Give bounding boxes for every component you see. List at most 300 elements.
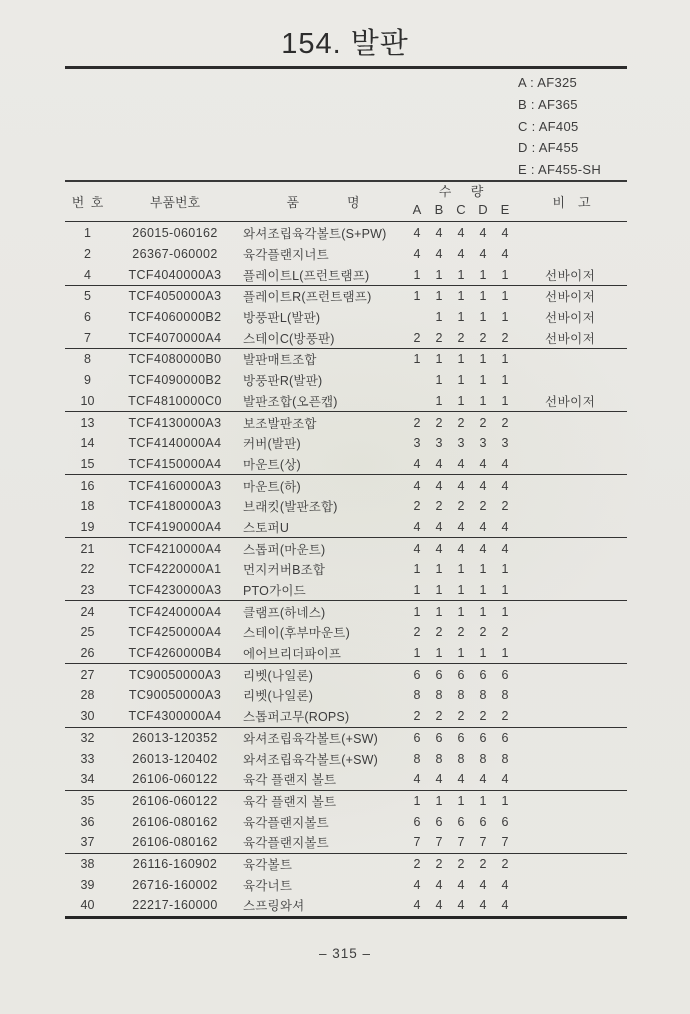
cell-qty-b: 1	[435, 562, 443, 577]
cell-qty-d: 4	[479, 247, 487, 262]
cell-qty-a: 4	[413, 898, 421, 913]
row-group	[65, 854, 627, 919]
cell-qty-b: 4	[435, 898, 443, 913]
cell-no: 4	[84, 267, 91, 282]
row-group	[65, 286, 627, 349]
model-legend	[518, 72, 668, 181]
cell-qty-b: 1	[435, 604, 443, 619]
row-group	[65, 601, 627, 664]
cell-part-name: 육각플랜지볼트	[243, 836, 329, 851]
cell-qty-e: 2	[501, 330, 509, 345]
row-group	[65, 791, 627, 854]
qty-col-b: B	[434, 202, 444, 217]
cell-qty-a: 6	[413, 814, 421, 829]
cell-part-name: 육각너트	[243, 878, 293, 893]
table-header-row	[65, 182, 627, 222]
legend-item: D : AF455	[518, 140, 579, 156]
cell-part-name: PTO가이드	[243, 584, 306, 599]
cell-qty-e: 1	[501, 267, 509, 282]
cell-qty-e: 4	[501, 456, 509, 471]
cell-no: 8	[84, 352, 91, 367]
cell-qty-d: 4	[479, 519, 487, 534]
cell-part-name: 방풍판R(발판)	[243, 374, 323, 389]
part-name-header-left: 품	[286, 194, 299, 210]
cell-qty-c: 2	[457, 856, 465, 871]
cell-qty-e: 6	[501, 667, 509, 682]
cell-qty-d: 6	[479, 667, 487, 682]
cell-part-number: TCF4070000A4	[128, 330, 222, 345]
cell-qty-e: 1	[501, 646, 509, 661]
cell-qty-d: 4	[479, 772, 487, 787]
cell-no: 23	[80, 583, 95, 598]
cell-qty-c: 4	[457, 772, 465, 787]
cell-qty-a: 3	[413, 436, 421, 451]
row-group	[65, 223, 627, 286]
row-group	[65, 412, 627, 475]
cell-qty-d: 1	[479, 352, 487, 367]
cell-qty-d: 1	[479, 583, 487, 598]
legend-item: C : AF405	[518, 118, 579, 134]
cell-qty-b: 2	[435, 709, 443, 724]
cell-qty-d: 4	[479, 877, 487, 892]
table-row	[65, 832, 627, 853]
cell-qty-d: 2	[479, 856, 487, 871]
cell-no: 38	[80, 856, 95, 871]
cell-qty-b: 4	[435, 519, 443, 534]
cell-qty-b: 8	[435, 751, 443, 766]
cell-qty-a: 6	[413, 667, 421, 682]
cell-qty-e: 4	[501, 772, 509, 787]
column-header-part-number: 부품번호	[149, 194, 201, 210]
table-row	[65, 454, 627, 475]
cell-no: 18	[80, 499, 95, 514]
row-group	[65, 538, 627, 601]
quantity-header-label: 수 량	[438, 184, 484, 199]
table-row	[65, 811, 627, 832]
cell-no: 39	[80, 877, 95, 892]
cell-part-name: 와셔조립육각볼트(+SW)	[243, 731, 378, 746]
cell-part-name: 플레이트R(프런트램프)	[243, 290, 372, 305]
table-row	[65, 769, 627, 790]
cell-part-number: TCF4240000A4	[128, 604, 222, 619]
cell-qty-c: 3	[457, 436, 465, 451]
part-name-header-right: 명	[347, 194, 360, 210]
cell-qty-a: 1	[413, 289, 421, 304]
cell-qty-e: 3	[501, 436, 509, 451]
cell-qty-c: 6	[457, 667, 465, 682]
cell-qty-b: 4	[435, 456, 443, 471]
cell-qty-a: 7	[413, 835, 421, 850]
cell-qty-c: 1	[457, 373, 465, 388]
cell-qty-e: 4	[501, 226, 509, 241]
cell-qty-b: 1	[435, 393, 443, 408]
cell-qty-a: 1	[413, 267, 421, 282]
cell-no: 25	[80, 625, 95, 640]
cell-qty-a: 4	[413, 456, 421, 471]
qty-col-c: C	[456, 202, 466, 217]
cell-part-name: 스테이(후부마운트)	[243, 626, 350, 641]
cell-qty-c: 1	[457, 267, 465, 282]
row-group	[65, 664, 627, 727]
cell-remark: 선바이저	[545, 290, 596, 305]
cell-qty-e: 7	[501, 835, 509, 850]
cell-qty-a: 1	[413, 352, 421, 367]
cell-qty-a: 4	[413, 226, 421, 241]
cell-qty-a: 2	[413, 856, 421, 871]
cell-qty-b: 8	[435, 688, 443, 703]
cell-qty-d: 2	[479, 499, 487, 514]
cell-no: 13	[80, 415, 95, 430]
cell-no: 5	[84, 289, 91, 304]
cell-qty-a: 6	[413, 730, 421, 745]
cell-qty-d: 6	[479, 730, 487, 745]
cell-part-name: 육각볼트	[243, 857, 293, 872]
cell-remark: 선바이저	[545, 268, 596, 283]
cell-no: 30	[80, 709, 95, 724]
cell-qty-c: 8	[457, 688, 465, 703]
cell-part-name: 보조발판조합	[243, 416, 317, 431]
cell-no: 7	[84, 330, 91, 345]
cell-no: 27	[80, 667, 95, 682]
cell-qty-e: 1	[501, 583, 509, 598]
table-row	[65, 327, 627, 348]
cell-qty-d: 1	[479, 373, 487, 388]
cell-qty-b: 1	[435, 373, 443, 388]
cell-part-number: 26106-060122	[132, 793, 218, 808]
cell-qty-d: 1	[479, 793, 487, 808]
cell-no: 6	[84, 310, 91, 325]
cell-qty-e: 2	[501, 415, 509, 430]
cell-part-number: TCF4080000B0	[128, 352, 222, 367]
cell-qty-c: 4	[457, 478, 465, 493]
cell-part-name: 리벳(나일론)	[243, 689, 314, 704]
cell-qty-c: 1	[457, 289, 465, 304]
cell-part-name: 육각플랜지너트	[243, 248, 329, 263]
table-row	[65, 643, 627, 664]
cell-qty-d: 2	[479, 330, 487, 345]
cell-qty-d: 3	[479, 436, 487, 451]
cell-part-name: 플레이트L(프런트램프)	[243, 268, 370, 283]
cell-qty-c: 1	[457, 646, 465, 661]
cell-qty-c: 2	[457, 330, 465, 345]
cell-remark: 선바이저	[545, 311, 596, 326]
cell-qty-a: 2	[413, 415, 421, 430]
table-row	[65, 496, 627, 517]
table-row	[65, 874, 627, 895]
cell-remark: 선바이저	[545, 331, 596, 346]
quantity-model-letters	[406, 201, 516, 219]
cell-part-number: TCF4130000A3	[128, 415, 222, 430]
legend-item: A : AF325	[518, 75, 578, 90]
cell-part-number: TCF4190000A4	[128, 519, 222, 534]
cell-part-number: TCF4050000A3	[128, 289, 222, 304]
cell-qty-d: 4	[479, 226, 487, 241]
cell-qty-e: 4	[501, 247, 509, 262]
legend-item: B : AF365	[518, 96, 578, 112]
cell-qty-c: 4	[457, 226, 465, 241]
cell-qty-e: 4	[501, 877, 509, 892]
cell-qty-a: 4	[413, 247, 421, 262]
cell-qty-a: 2	[413, 330, 421, 345]
cell-qty-a: 4	[413, 519, 421, 534]
cell-qty-c: 1	[457, 604, 465, 619]
cell-part-number: TCF4160000A3	[128, 478, 222, 493]
cell-qty-a: 4	[413, 478, 421, 493]
cell-qty-d: 1	[479, 289, 487, 304]
cell-qty-e: 1	[501, 373, 509, 388]
cell-qty-b: 4	[435, 877, 443, 892]
cell-qty-b: 7	[435, 835, 443, 850]
cell-qty-c: 2	[457, 415, 465, 430]
table-row	[65, 307, 627, 328]
qty-col-d: D	[478, 202, 488, 217]
cell-qty-b: 1	[435, 289, 443, 304]
cell-no: 36	[80, 814, 95, 829]
cell-no: 33	[80, 751, 95, 766]
page-number: – 315 –	[318, 946, 372, 961]
cell-qty-e: 1	[501, 352, 509, 367]
cell-no: 10	[80, 393, 95, 408]
cell-qty-b: 2	[435, 330, 443, 345]
table-row	[65, 244, 627, 265]
cell-qty-d: 1	[479, 267, 487, 282]
cell-qty-b: 1	[435, 646, 443, 661]
cell-qty-e: 6	[501, 730, 509, 745]
table-row	[65, 264, 627, 285]
cell-qty-d: 2	[479, 625, 487, 640]
cell-part-name: 와셔조립육각볼트(S+PW)	[243, 227, 387, 242]
table-row	[65, 517, 627, 538]
cell-qty-c: 4	[457, 877, 465, 892]
column-header-no: 번 호	[71, 194, 104, 210]
row-group	[65, 349, 627, 412]
cell-qty-d: 7	[479, 835, 487, 850]
cell-qty-c: 2	[457, 499, 465, 514]
cell-qty-d: 2	[479, 415, 487, 430]
cell-part-number: TCF4060000B2	[128, 310, 222, 325]
cell-qty-c: 7	[457, 835, 465, 850]
cell-qty-c: 1	[457, 310, 465, 325]
table-row	[65, 391, 627, 412]
table-row	[65, 580, 627, 601]
cell-part-number: TCF4180000A3	[128, 499, 222, 514]
table-row	[65, 412, 627, 433]
cell-qty-b: 4	[435, 478, 443, 493]
cell-qty-e: 8	[501, 751, 509, 766]
cell-qty-d: 4	[479, 898, 487, 913]
cell-part-number: 22217-160000	[132, 898, 218, 913]
cell-qty-e: 1	[501, 289, 509, 304]
cell-part-name: 리벳(나일론)	[243, 668, 314, 683]
cell-part-name: 브래킷(발판조합)	[243, 500, 338, 515]
cell-part-name: 스토퍼U	[243, 520, 290, 535]
cell-qty-b: 2	[435, 856, 443, 871]
cell-part-number: TC90050000A3	[128, 688, 222, 703]
cell-qty-a: 1	[413, 646, 421, 661]
cell-part-number: TCF4040000A3	[128, 267, 222, 282]
cell-part-name: 먼지커버B조합	[243, 563, 326, 578]
cell-part-number: 26015-060162	[132, 226, 218, 241]
cell-part-number: 26116-160902	[132, 856, 218, 871]
cell-qty-c: 2	[457, 709, 465, 724]
cell-qty-a: 4	[413, 772, 421, 787]
cell-part-number: TCF4260000B4	[128, 646, 222, 661]
cell-qty-e: 4	[501, 519, 509, 534]
cell-qty-d: 4	[479, 456, 487, 471]
table-row	[65, 433, 627, 454]
row-group	[65, 475, 627, 538]
cell-no: 35	[80, 793, 95, 808]
cell-qty-a: 1	[413, 583, 421, 598]
cell-part-number: TCF4300000A4	[128, 709, 222, 724]
cell-qty-a: 4	[413, 877, 421, 892]
cell-no: 32	[80, 730, 95, 745]
cell-part-number: 26716-160002	[132, 877, 218, 892]
table-row	[65, 706, 627, 727]
cell-part-number: TCF4810000C0	[128, 393, 222, 408]
cell-no: 15	[80, 456, 95, 471]
cell-part-name: 발판조합(오픈캡)	[243, 394, 338, 409]
table-row	[65, 475, 627, 496]
cell-part-number: TCF4090000B2	[128, 373, 222, 388]
cell-part-number: 26106-080162	[132, 814, 218, 829]
cell-qty-d: 1	[479, 646, 487, 661]
cell-qty-e: 2	[501, 709, 509, 724]
cell-qty-a: 4	[413, 541, 421, 556]
table-row	[65, 748, 627, 769]
column-header-remark: 비 고	[552, 194, 591, 210]
cell-part-name: 커버(발판)	[243, 437, 301, 452]
cell-qty-b: 4	[435, 247, 443, 262]
cell-qty-e: 2	[501, 499, 509, 514]
cell-qty-b: 6	[435, 814, 443, 829]
cell-qty-a: 2	[413, 499, 421, 514]
cell-part-name: 와셔조립육각볼트(+SW)	[243, 752, 378, 767]
cell-qty-a: 1	[413, 562, 421, 577]
table-row	[65, 559, 627, 580]
cell-part-number: 26106-060122	[132, 772, 218, 787]
cell-part-name: 육각플랜지볼트	[243, 815, 329, 830]
cell-no: 34	[80, 772, 95, 787]
cell-qty-c: 1	[457, 793, 465, 808]
cell-qty-d: 2	[479, 709, 487, 724]
cell-qty-d: 1	[479, 310, 487, 325]
cell-qty-d: 8	[479, 751, 487, 766]
cell-qty-d: 1	[479, 393, 487, 408]
cell-no: 14	[80, 436, 95, 451]
table-row	[65, 664, 627, 685]
column-header-part-name	[240, 182, 406, 221]
table-row	[65, 854, 627, 875]
cell-part-name: 스프링와셔	[243, 899, 305, 914]
cell-part-number: TCF4150000A4	[128, 456, 222, 471]
cell-qty-a: 1	[413, 793, 421, 808]
cell-part-name: 육각 플랜지 볼트	[243, 794, 337, 809]
cell-qty-b: 4	[435, 541, 443, 556]
cell-qty-d: 4	[479, 541, 487, 556]
cell-qty-c: 6	[457, 730, 465, 745]
table-row	[65, 538, 627, 559]
cell-no: 22	[80, 562, 95, 577]
cell-qty-a: 8	[413, 751, 421, 766]
table-row	[65, 728, 627, 749]
table-row	[65, 601, 627, 622]
table-row	[65, 370, 627, 391]
cell-part-number: TCF4140000A4	[128, 436, 222, 451]
cell-no: 9	[84, 373, 91, 388]
table-row	[65, 622, 627, 643]
cell-qty-e: 1	[501, 793, 509, 808]
cell-qty-c: 8	[457, 751, 465, 766]
cell-part-number: TCF4250000A4	[128, 625, 222, 640]
cell-no: 1	[84, 226, 91, 241]
cell-qty-d: 1	[479, 604, 487, 619]
cell-no: 2	[84, 247, 91, 262]
table-row	[65, 223, 627, 244]
cell-part-name: 방풍판L(발판)	[243, 311, 321, 326]
cell-qty-e: 1	[501, 393, 509, 408]
cell-qty-c: 4	[457, 898, 465, 913]
cell-no: 37	[80, 835, 95, 850]
cell-part-name: 스톱퍼고무(ROPS)	[243, 710, 350, 725]
cell-part-name: 에어브리더파이프	[243, 647, 342, 662]
cell-part-name: 마운트(상)	[243, 457, 301, 472]
cell-part-number: TC90050000A3	[128, 667, 222, 682]
cell-qty-c: 6	[457, 814, 465, 829]
cell-qty-c: 1	[457, 583, 465, 598]
cell-remark: 선바이저	[545, 394, 596, 409]
cell-qty-d: 4	[479, 478, 487, 493]
cell-qty-b: 2	[435, 625, 443, 640]
cell-qty-e: 2	[501, 856, 509, 871]
cell-qty-e: 4	[501, 898, 509, 913]
cell-qty-c: 2	[457, 625, 465, 640]
cell-part-number: 26106-080162	[132, 835, 218, 850]
cell-qty-b: 2	[435, 499, 443, 514]
cell-qty-d: 8	[479, 688, 487, 703]
cell-qty-b: 3	[435, 436, 443, 451]
cell-part-name: 마운트(하)	[243, 479, 301, 494]
cell-part-name: 발판매트조합	[243, 353, 317, 368]
cell-qty-a: 2	[413, 625, 421, 640]
cell-part-number: 26367-060002	[132, 247, 218, 262]
cell-qty-b: 6	[435, 667, 443, 682]
cell-qty-e: 2	[501, 625, 509, 640]
cell-qty-c: 1	[457, 393, 465, 408]
cell-qty-b: 1	[435, 267, 443, 282]
legend-item: E : AF455-SH	[518, 162, 602, 178]
page-title: 154. 발판	[281, 28, 409, 60]
cell-qty-e: 6	[501, 814, 509, 829]
table-row	[65, 895, 627, 916]
cell-qty-b: 4	[435, 226, 443, 241]
cell-no: 16	[80, 478, 95, 493]
cell-part-name: 스테이C(방풍판)	[243, 331, 335, 346]
cell-part-number: 26013-120352	[132, 730, 218, 745]
cell-part-number: TCF4220000A1	[128, 562, 222, 577]
cell-qty-b: 1	[435, 352, 443, 367]
cell-qty-a: 8	[413, 688, 421, 703]
cell-qty-c: 4	[457, 247, 465, 262]
cell-qty-e: 1	[501, 310, 509, 325]
table-row	[65, 685, 627, 706]
cell-qty-b: 6	[435, 730, 443, 745]
cell-no: 28	[80, 688, 95, 703]
cell-qty-b: 1	[435, 583, 443, 598]
cell-no: 24	[80, 604, 95, 619]
cell-qty-d: 6	[479, 814, 487, 829]
title-divider	[65, 66, 627, 69]
